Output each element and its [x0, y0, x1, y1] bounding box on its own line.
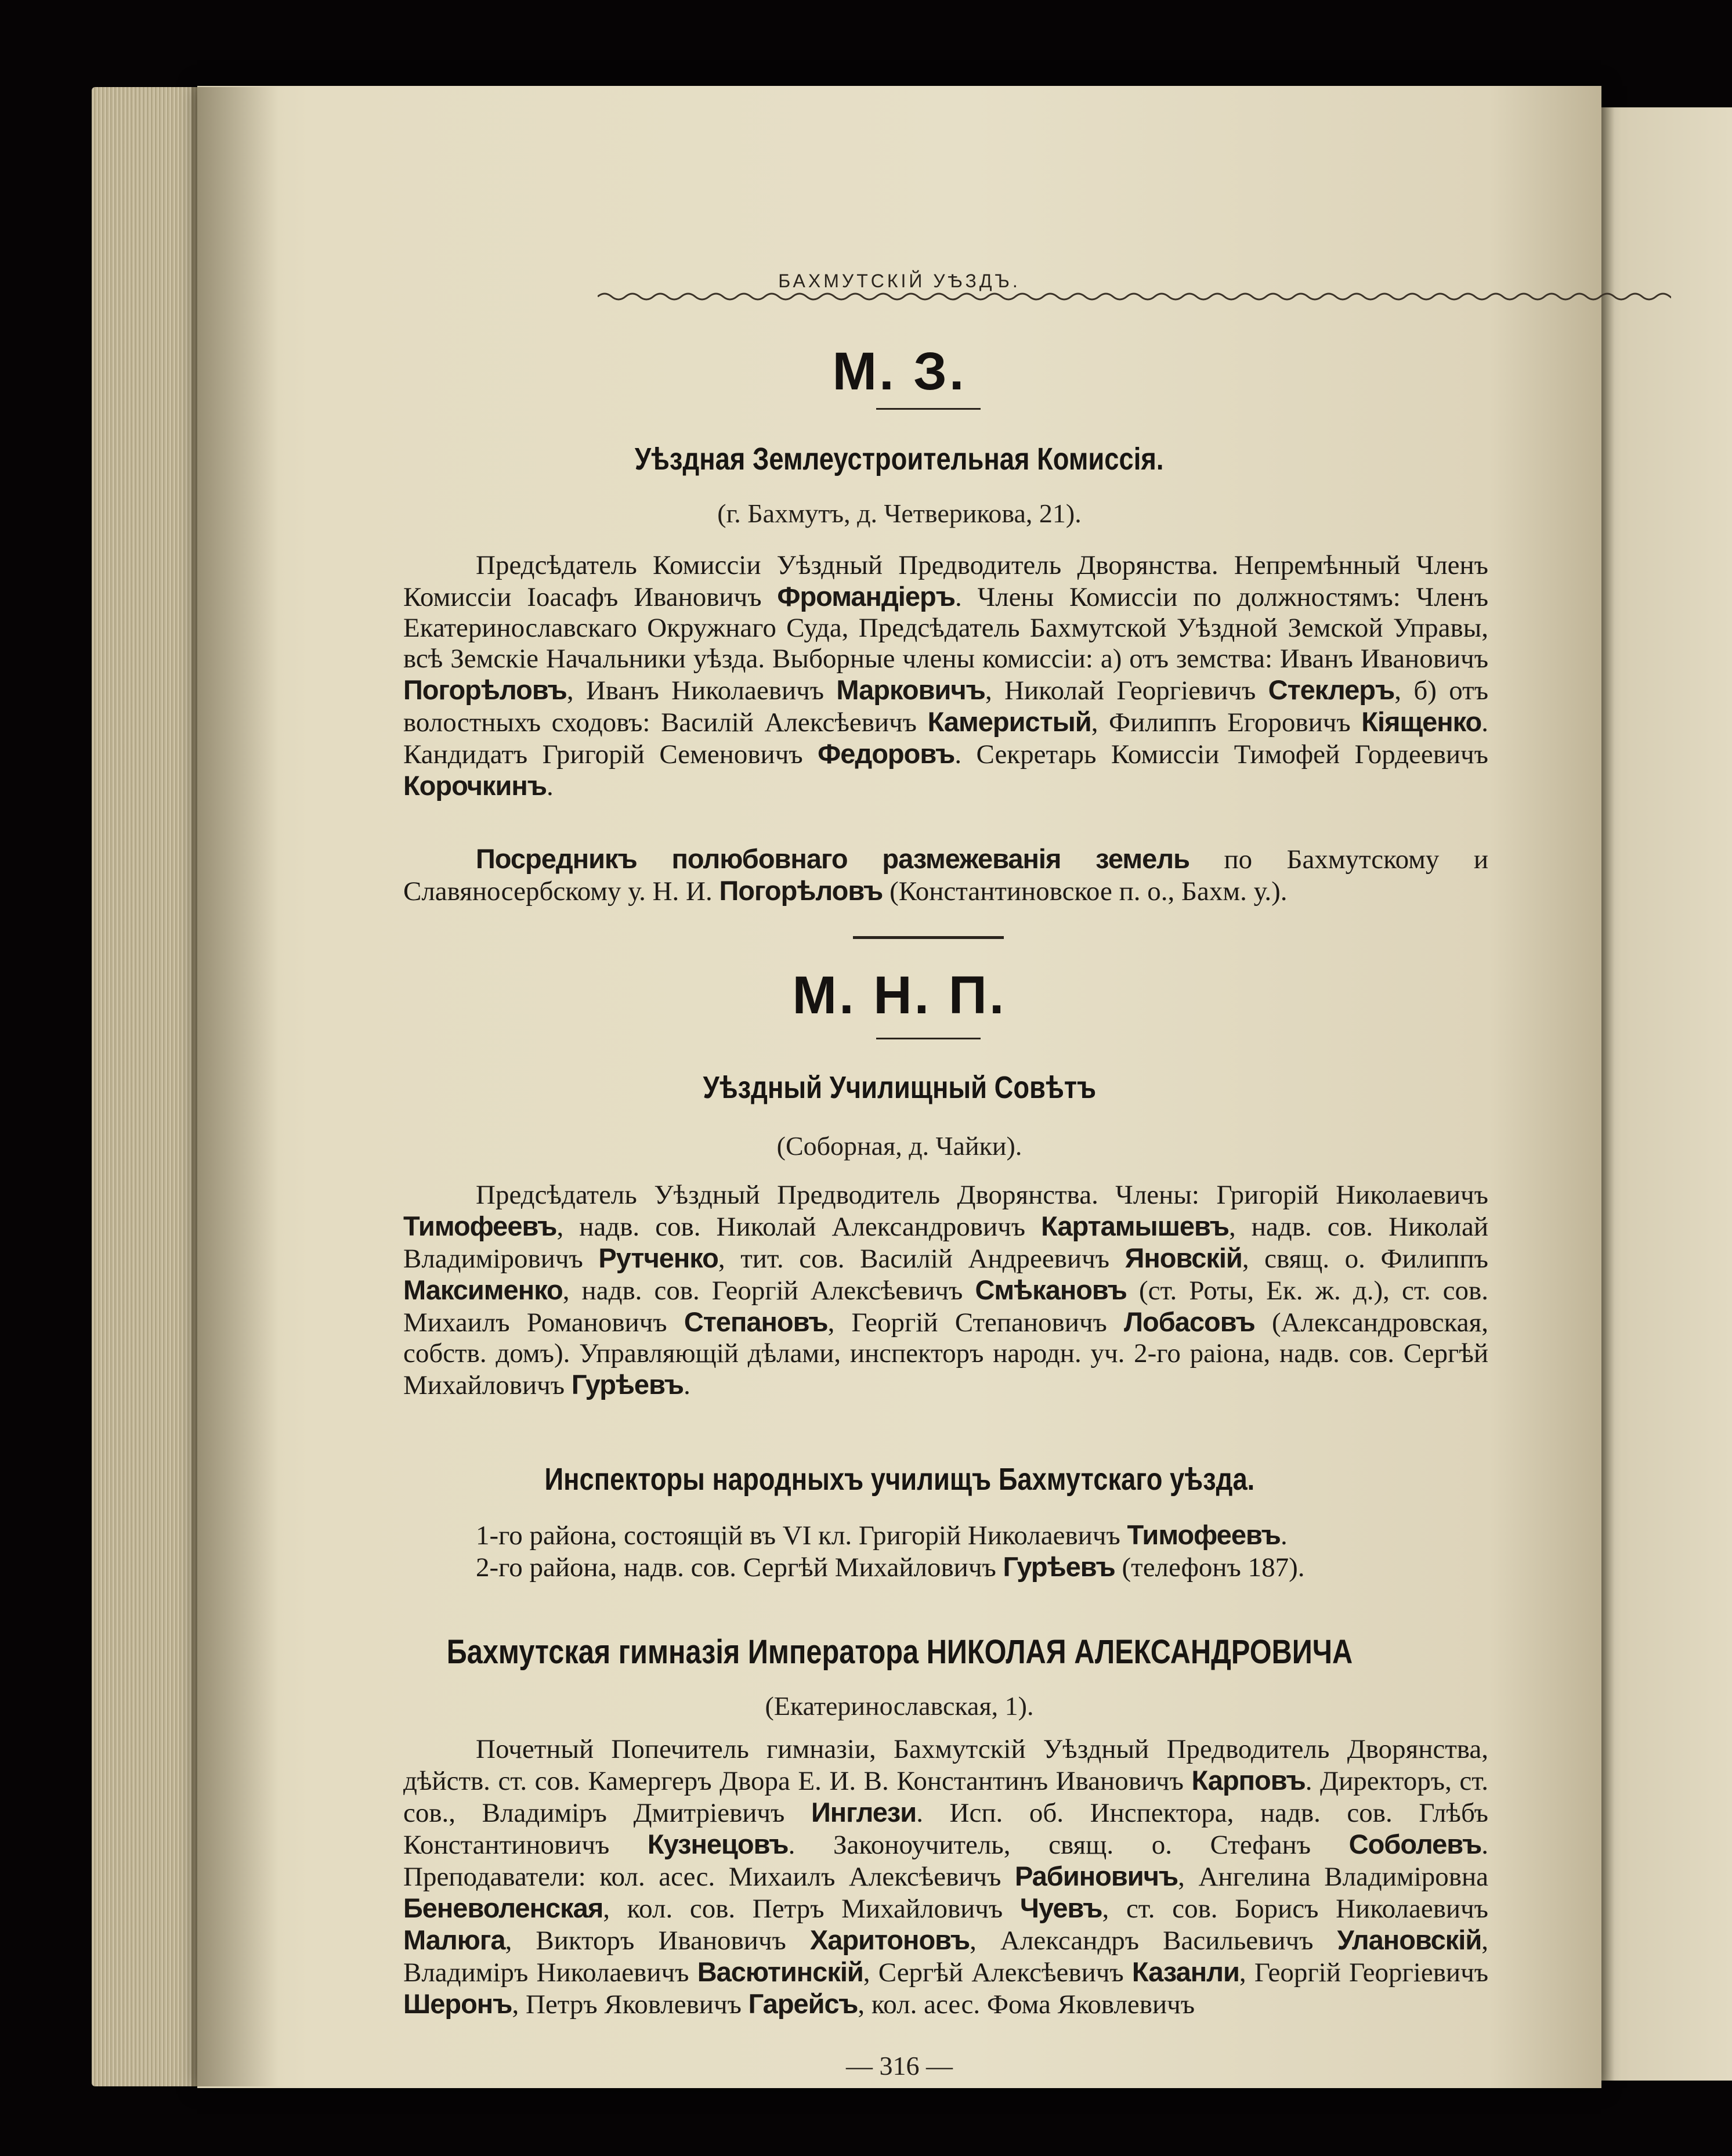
section-divider	[853, 936, 1004, 939]
next-page-edge	[1599, 107, 1732, 2081]
heading-mnp: М. Н. П.	[792, 966, 1007, 1025]
mediator-paragraph: Посредникъ полюбовнаго размежеванія земель по Бахмутскому и Славяносербскому у. Н. И. Погорѣловъ (Константиновское п. о., Бахм. у.).	[403, 843, 1488, 907]
divider	[876, 1038, 981, 1039]
council-address: (Соборная, д. Чайки).	[776, 1131, 1022, 1161]
inspector-1: 1-го района, состоящій въ VI кл. Григорій Николаевичъ Тимофеевъ.	[476, 1519, 1288, 1551]
commission-title: Уѣздная Землеустроительная Комиссія.	[635, 442, 1164, 476]
inspectors-list	[403, 1519, 1488, 1583]
gymnasium-address: (Екатеринославская, 1).	[765, 1691, 1034, 1721]
book-page	[197, 86, 1601, 2088]
gutter-shadow	[191, 87, 279, 2086]
running-head: БАХМУТСКІЙ УѢЗДЪ.	[778, 270, 1021, 291]
wavy-rule	[598, 289, 1671, 304]
page-number: — 316 —	[846, 2051, 953, 2081]
council-paragraph: Предсѣдатель Уѣздный Предводитель Дворянства. Члены: Григорій Николаевичъ Тимофеевъ, надв. сов. Николай Александровичъ Картамышевъ, надв. сов. Николай Владиміровичъ Рутченко, тит. сов. Василій Андреевичъ Яновскій, свящ. о. Филиппъ Максименко, надв. сов. Георгій Алексѣевичъ Смѣкановъ (ст. Роты, Ек. ж. д.), ст. сов. Михаилъ Романовичъ Степановъ, Георгій Степановичъ Лобасовъ (Александровская, собств. домъ). Управляющій дѣлами, инспекторъ народн. уч. 2-го раіона, надв. сов. Сергѣй Михайловичъ Гурѣевъ.	[403, 1180, 1489, 1400]
commission-address: (г. Бахмутъ, д. Четверикова, 21).	[717, 499, 1082, 528]
divider	[876, 408, 981, 410]
book-page-edges	[92, 87, 202, 2086]
inspector-2: 2-го района, надв. сов. Сергѣй Михайловичъ Гурѣевъ (телефонъ 187).	[476, 1551, 1305, 1583]
gymnasium-title: Бахмутская гимназія Императора НИКОЛАЯ АЛЕКСАНДРОВИЧА	[446, 1633, 1353, 1671]
inspectors-title: Инспекторы народныхъ училищъ Бахмутскаго уѣзда.	[544, 1462, 1254, 1497]
gymnasium-paragraph: Почетный Попечитель гимназіи, Бахмутскій Уѣздный Предводитель Дворянства, дѣйств. ст. сов. Камергеръ Двора Е. И. В. Константинъ Ивановичъ Карповъ. Директоръ, ст. сов., Владиміръ Дмитріевичъ Инглези. Исп. об. Инспектора, надв. сов. Глѣбъ Константиновичъ Кузнецовъ. Законоучитель, свящ. о. Стефанъ Соболевъ. Преподаватели: кол. асес. Михаилъ Алексѣевичъ Рабиновичъ, Ангелина Владиміровна Беневоленская, кол. сов. Петръ Михайловичъ Чуевъ, ст. сов. Борисъ Николаевичъ Малюга, Викторъ Ивановичъ Харитоновъ, Александръ Васильевичъ Улановскій, Владиміръ Николаевичъ Васютинскій, Сергѣй Алексѣевичъ Казанли, Георгій Георгіевичъ Шеронъ, Петръ Яковлевичъ Гарейсъ, кол. асес. Фома Яковлевичъ	[403, 1734, 1489, 2020]
heading-mz: М. З.	[832, 342, 967, 401]
council-title: Уѣздный Училищный Совѣтъ	[703, 1070, 1096, 1105]
commission-paragraph: Предсѣдатель Комиссіи Уѣздный Предводитель Дворянства. Непремѣнный Членъ Комиссіи Іоасафъ Ивановичъ Фромандіеръ. Члены Комиссіи по должностямъ: Членъ Екатеринославскаго Окружнаго Суда, Предсѣдатель Бахмутской Уѣздной Земской Управы, всѣ Земскіе Начальники уѣзда. Выборные члены комиссіи: а) отъ земства: Иванъ Ивановичъ Погорѣловъ, Иванъ Николаевичъ Марковичъ, Николай Георгіевичъ Стеклеръ, б) отъ волостныхъ сходовъ: Василій Алексѣевичъ Камеристый, Филиппъ Егоровичъ Кіященко. Кандидатъ Григорій Семеновичъ Федоровъ. Секретарь Комиссіи Тимофей Гордеевичъ Корочкинъ.	[403, 550, 1488, 801]
